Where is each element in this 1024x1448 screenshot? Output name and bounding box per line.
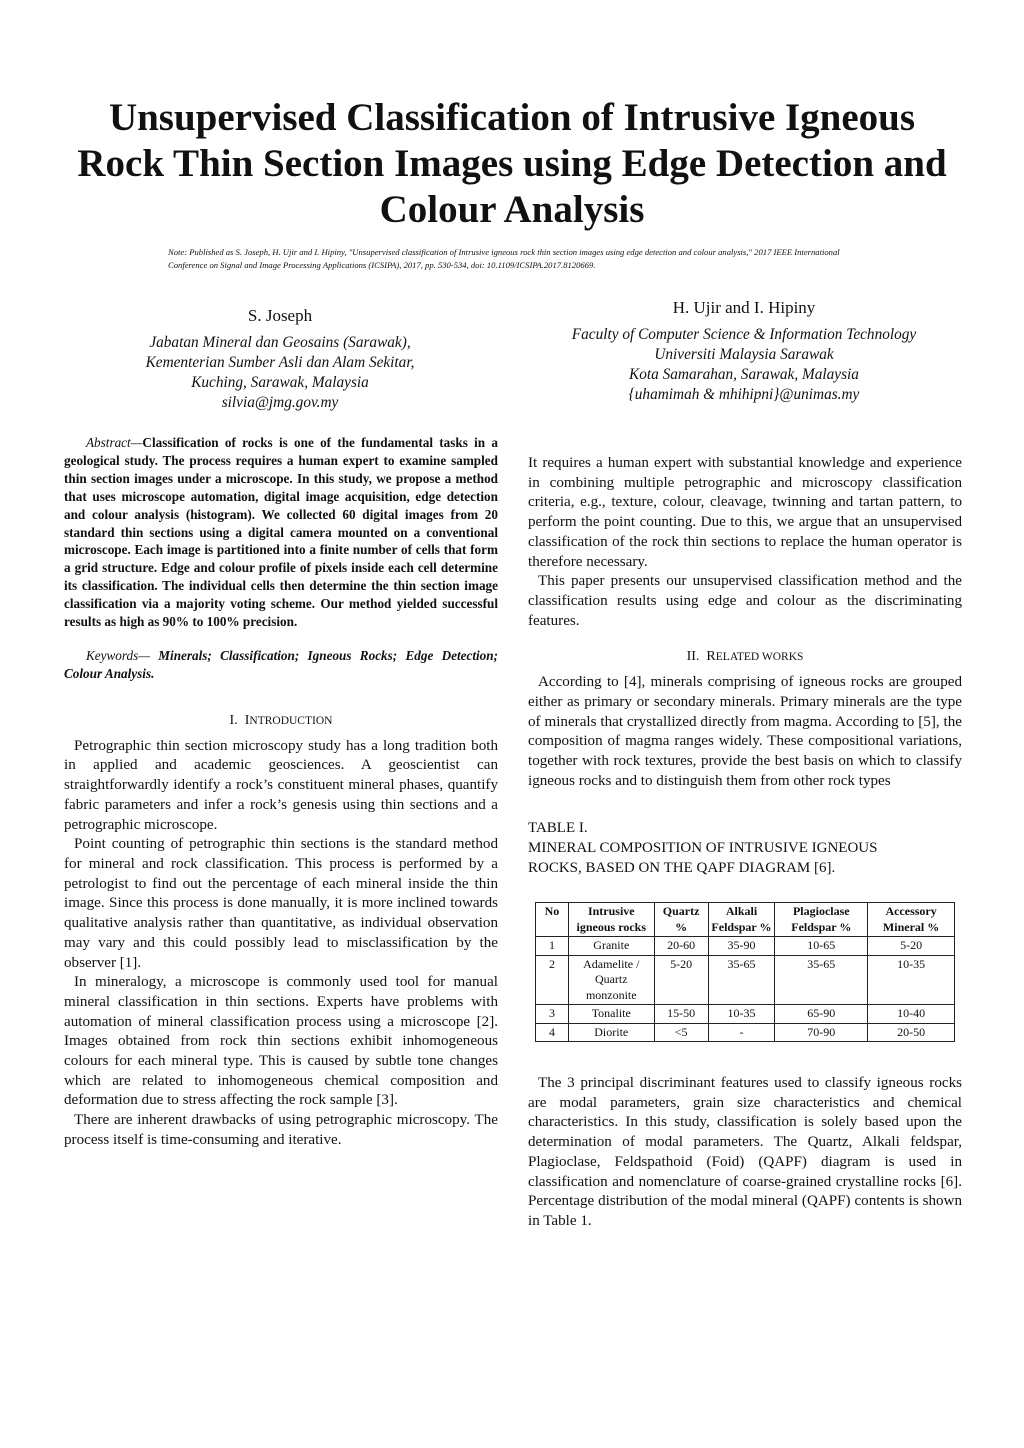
author-name: S. Joseph bbox=[247, 306, 313, 325]
abstract bbox=[64, 434, 498, 631]
table-cell: 70-90 bbox=[775, 1023, 868, 1042]
left-column bbox=[64, 434, 498, 1151]
table-cell: <5 bbox=[654, 1023, 708, 1042]
keywords bbox=[64, 647, 498, 683]
paper-title: Unsupervised Classification of Intrusive Igneous Rock Thin Section Images using Edge Detection and Colour Analysis bbox=[77, 96, 947, 231]
keywords-lead: Keywords— bbox=[86, 647, 150, 663]
keywords-text: Minerals; Classification; Igneous Rocks; Edge Detection; Colour Analysis. bbox=[64, 647, 498, 681]
table-row bbox=[536, 1005, 955, 1024]
table-header-cell: No bbox=[536, 903, 569, 937]
table-header-row bbox=[536, 903, 955, 937]
table-caption bbox=[528, 818, 962, 878]
paragraph: It requires a human expert with substantial knowledge and experience in combining multiple petrographic and microscopy classification criteria, e.g., texture, colour, cleavage, twinning and tartan pattern, to perform the point counting. Due to this, we argue that an unsupervised classification of the rock thin sections to replace the human operator is therefore necessary. bbox=[528, 455, 962, 570]
paragraph: In mineralogy, a microscope is commonly used tool for manual mineral classification in thin sections. Experts have problems with automation of mineral classification process using a microscope [2]. Images obtained from rock thin sections exhibit inhomogeneous colours for each mineral type. This is caused by subtle tone changes which are related to inhomogeneous chemical composition and deformation due to stress affecting the rock sample [3]. bbox=[64, 974, 498, 1109]
table-cell: 35-65 bbox=[775, 955, 868, 1005]
author-block-1 bbox=[80, 306, 480, 413]
publication-note: Note: Published as S. Joseph, H. Ujir and I. Hipiny, "Unsupervised classification of Intrusive igneous rock thin section images using edge detection and colour analysis," 2017 IEEE International Conference on Signal and Image Processing Applications (ICSIPA), 2017, pp. 530-534, doi: 10.1109/ICSIPA.2017.8120669. bbox=[168, 247, 840, 270]
table-cell: 5-20 bbox=[868, 937, 955, 956]
table-cell: 35-65 bbox=[708, 955, 775, 1005]
table-caption-line: ROCKS, BASED ON THE QAPF DIAGRAM [6]. bbox=[528, 859, 836, 876]
paragraph: The 3 principal discriminant features used to classify igneous rocks are modal parameters, grain size characteristics and chemical characteristics. In this study, classification is solely based upon the determination of modal parameters. The Quartz, Alkali feldspar, Plagioclase, Feldspathoid (Foid) (QAPF) diagram is used in classification and nomenclature of coarse-grained crystalline rocks [6]. Percentage distribution of the modal mineral (QAPF) contents is shown in Table 1. bbox=[528, 1075, 962, 1229]
author-affiliation: Universiti Malaysia Sarawak bbox=[654, 346, 834, 363]
table-cell: 65-90 bbox=[775, 1005, 868, 1024]
author-affiliation: Kementerian Sumber Asli dan Alam Sekitar, bbox=[145, 354, 415, 371]
abstract-lead: Abstract— bbox=[86, 435, 143, 450]
table-cell: - bbox=[708, 1023, 775, 1042]
right-column bbox=[528, 454, 962, 878]
table-cell: Diorite bbox=[568, 1023, 654, 1042]
author-address: Kota Samarahan, Sarawak, Malaysia bbox=[629, 366, 859, 383]
table-cell: 2 bbox=[536, 955, 569, 1005]
author-email: {uhamimah & mhihipni}@unimas.my bbox=[628, 386, 860, 403]
table-header-cell: Quartz % bbox=[654, 903, 708, 937]
author-address: Kuching, Sarawak, Malaysia bbox=[191, 374, 369, 391]
table-header-cell: Plagioclase Feldspar % bbox=[775, 903, 868, 937]
author-affiliation: Faculty of Computer Science & Information Technology bbox=[571, 326, 917, 343]
table-cell: Adamelite / Quartz monzonite bbox=[568, 955, 654, 1005]
table-cell: 10-65 bbox=[775, 937, 868, 956]
table-header-cell: Alkali Feldspar % bbox=[708, 903, 775, 937]
table-header-cell: Accessory Mineral % bbox=[868, 903, 955, 937]
table-cell: Tonalite bbox=[568, 1005, 654, 1024]
section-heading-related-works: II. RELATED WORKS bbox=[686, 649, 804, 665]
table-cell: 20-50 bbox=[868, 1023, 955, 1042]
table-row bbox=[536, 955, 955, 1005]
paragraph: This paper presents our unsupervised classification method and the classification results using edge and colour as the discriminating features. bbox=[528, 573, 962, 629]
author-name: H. Ujir and I. Hipiny bbox=[672, 298, 816, 317]
table-caption-line: MINERAL COMPOSITION OF INTRUSIVE IGNEOUS bbox=[528, 839, 878, 856]
author-affiliation: Jabatan Mineral dan Geosains (Sarawak), bbox=[149, 334, 411, 351]
table-cell: 1 bbox=[536, 937, 569, 956]
table-cell: 15-50 bbox=[654, 1005, 708, 1024]
table-header-cell: Intrusive igneous rocks bbox=[568, 903, 654, 937]
table-row bbox=[536, 1023, 955, 1042]
paragraph: Point counting of petrographic thin sections is the standard method for mineral and rock classification. This process is performed by a petrologist to find out the percentage of each mineral inside the thin image. Since this process is done manually, it is more inclined towards qualitative analysis rather than quantitative, as individual observation may vary and this could possibly lead to misclassification by the observer [1]. bbox=[64, 836, 498, 971]
table-cell: 4 bbox=[536, 1023, 569, 1042]
table-cell: 20-60 bbox=[654, 937, 708, 956]
table-cell: 5-20 bbox=[654, 955, 708, 1005]
table-cell: 10-35 bbox=[868, 955, 955, 1005]
author-email: silvia@jmg.gov.my bbox=[221, 394, 339, 411]
table-label: TABLE I. bbox=[528, 819, 588, 836]
mineral-composition-table bbox=[535, 902, 955, 1042]
paragraph: Petrographic thin section microscopy study has a long tradition both in applied and academic geosciences. A geoscientist can straightforwardly identify a rock’s constituent mineral phases, quantify fabric parameters and infer a rock’s genesis using thin sections and a petrographic microscope. bbox=[64, 737, 498, 833]
paragraph: There are inherent drawbacks of using petrographic microscopy. The process itself is time-consuming and iterative. bbox=[64, 1112, 498, 1148]
paragraph: According to [4], minerals comprising of igneous rocks are grouped either as primary or secondary minerals. Primary minerals are the type of minerals that crystallized directly from magma. According to [5], the composition of magma ranges widely. These compositional variations, together with rock textures, provide the best basis on which to classify igneous rocks and to distinguish them from other rock types bbox=[528, 674, 962, 789]
section-heading-introduction: I. INTRODUCTION bbox=[229, 712, 333, 728]
table-cell: 10-40 bbox=[868, 1005, 955, 1024]
table-cell: 10-35 bbox=[708, 1005, 775, 1024]
abstract-text: Classification of rocks is one of the fundamental tasks in a geological study. The process requires a human expert to examine sampled thin section images under a microscope. In this study, we propose a method that uses microscope automation, digital image acquisition, edge detection and colour analysis (histogram). We collected 60 digital images from 20 standard thin sections using a digital camera mounted on a conventional microscope. Each image is partitioned into a finite number of cells that form a grid structure. Edge and colour profile of pixels inside each cell determine its classification. The individual cells then determine the thin section image classification via a majority voting scheme. Our method yielded successful results as high as 90% to 100% precision. bbox=[64, 435, 498, 630]
author-block-2 bbox=[524, 298, 964, 405]
right-column-lower bbox=[528, 1074, 962, 1232]
table-row bbox=[536, 937, 955, 956]
table-cell: Granite bbox=[568, 937, 654, 956]
table-cell: 3 bbox=[536, 1005, 569, 1024]
table-cell: 35-90 bbox=[708, 937, 775, 956]
